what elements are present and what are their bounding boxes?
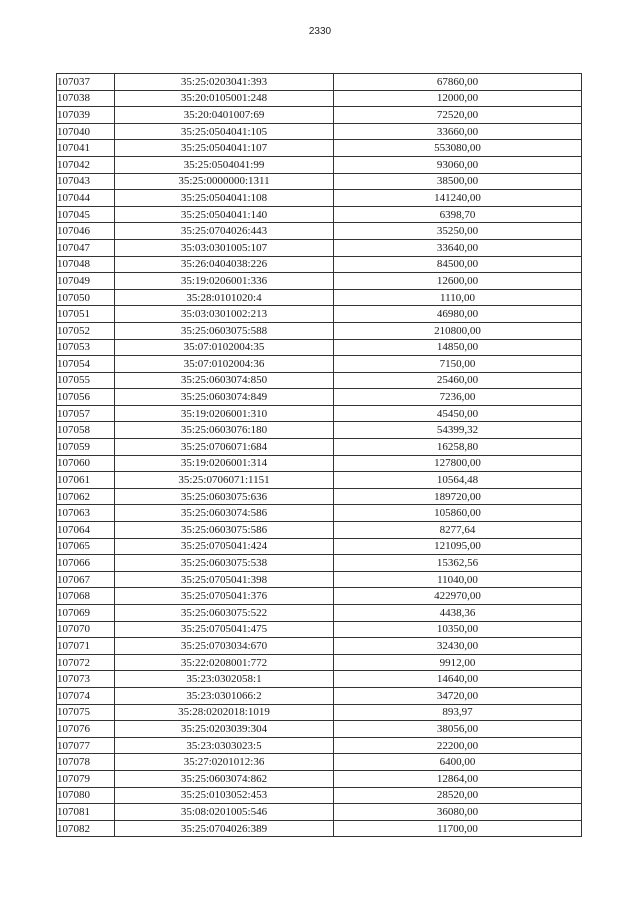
table-row [57,522,582,539]
table-row [57,704,582,721]
cadastral-number-cell: 35:03:0301002:213 [115,306,334,323]
table-row [57,671,582,688]
row-number-cell: 107059 [57,439,115,456]
value-cell: 12000,00 [334,90,582,107]
table-row [57,422,582,439]
table-row [57,74,582,91]
table-row [57,107,582,124]
row-number-cell: 107053 [57,339,115,356]
row-number-cell: 107044 [57,190,115,207]
value-cell: 210800,00 [334,322,582,339]
row-number-cell: 107073 [57,671,115,688]
row-number-cell: 107054 [57,356,115,373]
cadastral-number-cell: 35:25:0203041:393 [115,74,334,91]
value-cell: 72520,00 [334,107,582,124]
row-number-cell: 107076 [57,721,115,738]
row-number-cell: 107060 [57,455,115,472]
table-row [57,505,582,522]
value-cell: 7236,00 [334,389,582,406]
row-number-cell: 107080 [57,787,115,804]
cadastral-number-cell: 35:25:0703034:670 [115,638,334,655]
value-cell: 12600,00 [334,273,582,290]
table-row [57,156,582,173]
table-row [57,820,582,837]
table-row [57,256,582,273]
row-number-cell: 107081 [57,804,115,821]
table-row [57,140,582,157]
row-number-cell: 107072 [57,654,115,671]
row-number-cell: 107066 [57,555,115,572]
row-number-cell: 107077 [57,737,115,754]
row-number-cell: 107050 [57,289,115,306]
cadastral-number-cell: 35:23:0302058:1 [115,671,334,688]
cadastral-number-cell: 35:19:0206001:336 [115,273,334,290]
value-cell: 11700,00 [334,820,582,837]
cadastral-number-cell: 35:07:0102004:35 [115,339,334,356]
value-cell: 553080,00 [334,140,582,157]
value-cell: 189720,00 [334,488,582,505]
row-number-cell: 107039 [57,107,115,124]
value-cell: 14850,00 [334,339,582,356]
row-number-cell: 107067 [57,571,115,588]
cadastral-number-cell: 35:08:0201005:546 [115,804,334,821]
row-number-cell: 107062 [57,488,115,505]
cadastral-number-cell: 35:25:0000000:1311 [115,173,334,190]
row-number-cell: 107075 [57,704,115,721]
value-cell: 54399,32 [334,422,582,439]
table-row [57,405,582,422]
row-number-cell: 107043 [57,173,115,190]
table-row [57,289,582,306]
cadastral-number-cell: 35:25:0504041:108 [115,190,334,207]
value-cell: 93060,00 [334,156,582,173]
table-row [57,123,582,140]
cadastral-number-cell: 35:25:0103052:453 [115,787,334,804]
cadastral-number-cell: 35:28:0202018:1019 [115,704,334,721]
table-row [57,273,582,290]
row-number-cell: 107045 [57,206,115,223]
table-row [57,206,582,223]
cadastral-number-cell: 35:25:0603075:586 [115,522,334,539]
row-number-cell: 107074 [57,687,115,704]
cadastral-number-cell: 35:19:0206001:314 [115,455,334,472]
value-cell: 141240,00 [334,190,582,207]
row-number-cell: 107038 [57,90,115,107]
cadastral-number-cell: 35:25:0504041:140 [115,206,334,223]
value-cell: 34720,00 [334,687,582,704]
cadastral-number-cell: 35:25:0706071:1151 [115,472,334,489]
cadastral-number-cell: 35:26:0404038:226 [115,256,334,273]
value-cell: 9912,00 [334,654,582,671]
cadastral-number-cell: 35:25:0504041:99 [115,156,334,173]
value-cell: 127800,00 [334,455,582,472]
table-row [57,770,582,787]
row-number-cell: 107048 [57,256,115,273]
row-number-cell: 107056 [57,389,115,406]
cadastral-number-cell: 35:25:0705041:424 [115,538,334,555]
cadastral-number-cell: 35:25:0603074:850 [115,372,334,389]
value-cell: 35250,00 [334,223,582,240]
table-row [57,190,582,207]
value-cell: 15362,56 [334,555,582,572]
cadastral-number-cell: 35:25:0504041:107 [115,140,334,157]
row-number-cell: 107079 [57,770,115,787]
row-number-cell: 107042 [57,156,115,173]
value-cell: 22200,00 [334,737,582,754]
row-number-cell: 107068 [57,588,115,605]
row-number-cell: 107055 [57,372,115,389]
value-cell: 33640,00 [334,239,582,256]
cadastral-number-cell: 35:19:0206001:310 [115,405,334,422]
cadastral-number-cell: 35:22:0208001:772 [115,654,334,671]
value-cell: 28520,00 [334,787,582,804]
value-cell: 38500,00 [334,173,582,190]
table-row [57,571,582,588]
cadastral-number-cell: 35:25:0603075:588 [115,322,334,339]
table-row [57,721,582,738]
row-number-cell: 107069 [57,605,115,622]
table-row [57,555,582,572]
table-row [57,638,582,655]
row-number-cell: 107047 [57,239,115,256]
cadastral-number-cell: 35:25:0603075:538 [115,555,334,572]
row-number-cell: 107071 [57,638,115,655]
value-cell: 10564,48 [334,472,582,489]
value-cell: 6398,70 [334,206,582,223]
row-number-cell: 107049 [57,273,115,290]
row-number-cell: 107041 [57,140,115,157]
value-cell: 67860,00 [334,74,582,91]
cadastral-number-cell: 35:25:0603074:586 [115,505,334,522]
table-row [57,687,582,704]
row-number-cell: 107082 [57,820,115,837]
table-row [57,588,582,605]
table-row [57,389,582,406]
value-cell: 45450,00 [334,405,582,422]
table-row [57,605,582,622]
table-row [57,538,582,555]
table-row [57,439,582,456]
value-cell: 32430,00 [334,638,582,655]
row-number-cell: 107040 [57,123,115,140]
table-row [57,306,582,323]
value-cell: 7150,00 [334,356,582,373]
row-number-cell: 107051 [57,306,115,323]
cadastral-number-cell: 35:20:0401007:69 [115,107,334,124]
cadastral-number-cell: 35:23:0301066:2 [115,687,334,704]
value-cell: 105860,00 [334,505,582,522]
table-row [57,372,582,389]
value-cell: 84500,00 [334,256,582,273]
table-row [57,654,582,671]
row-number-cell: 107037 [57,74,115,91]
table-row [57,488,582,505]
value-cell: 893,97 [334,704,582,721]
cadastral-number-cell: 35:25:0706071:684 [115,439,334,456]
value-cell: 11040,00 [334,571,582,588]
row-number-cell: 107078 [57,754,115,771]
value-cell: 4438,36 [334,605,582,622]
cadastral-number-cell: 35:25:0704026:389 [115,820,334,837]
cadastral-number-cell: 35:25:0603075:522 [115,605,334,622]
value-cell: 8277,64 [334,522,582,539]
value-cell: 25460,00 [334,372,582,389]
cadastral-number-cell: 35:28:0101020:4 [115,289,334,306]
cadastral-number-cell: 35:20:0105001:248 [115,90,334,107]
table-row [57,173,582,190]
table-row [57,356,582,373]
cadastral-number-cell: 35:25:0705041:398 [115,571,334,588]
cadastral-number-cell: 35:25:0704026:443 [115,223,334,240]
value-cell: 10350,00 [334,621,582,638]
table-row [57,322,582,339]
row-number-cell: 107070 [57,621,115,638]
cadastral-number-cell: 35:25:0603074:862 [115,770,334,787]
row-number-cell: 107063 [57,505,115,522]
value-cell: 6400,00 [334,754,582,771]
value-cell: 38056,00 [334,721,582,738]
value-cell: 12864,00 [334,770,582,787]
row-number-cell: 107057 [57,405,115,422]
table-body [57,74,582,837]
cadastral-number-cell: 35:03:0301005:107 [115,239,334,256]
cadastral-number-cell: 35:23:0303023:5 [115,737,334,754]
cadastral-number-cell: 35:07:0102004:36 [115,356,334,373]
value-cell: 36080,00 [334,804,582,821]
value-cell: 121095,00 [334,538,582,555]
cadastral-number-cell: 35:25:0504041:105 [115,123,334,140]
row-number-cell: 107058 [57,422,115,439]
table-row [57,90,582,107]
row-number-cell: 107046 [57,223,115,240]
table-row [57,239,582,256]
value-cell: 16258,80 [334,439,582,456]
table-row [57,223,582,240]
row-number-cell: 107061 [57,472,115,489]
row-number-cell: 107064 [57,522,115,539]
table-row [57,455,582,472]
table-row [57,787,582,804]
cadastral-number-cell: 35:25:0705041:376 [115,588,334,605]
page-number: 2330 [308,26,332,37]
cadastral-value-table [56,73,582,837]
value-cell: 14640,00 [334,671,582,688]
cadastral-number-cell: 35:25:0203039:304 [115,721,334,738]
table-row [57,754,582,771]
table-row [57,737,582,754]
value-cell: 422970,00 [334,588,582,605]
value-cell: 46980,00 [334,306,582,323]
table-row [57,472,582,489]
table-row [57,804,582,821]
row-number-cell: 107065 [57,538,115,555]
row-number-cell: 107052 [57,322,115,339]
cadastral-number-cell: 35:27:0201012:36 [115,754,334,771]
cadastral-number-cell: 35:25:0603076:180 [115,422,334,439]
cadastral-number-cell: 35:25:0603075:636 [115,488,334,505]
cadastral-number-cell: 35:25:0705041:475 [115,621,334,638]
cadastral-number-cell: 35:25:0603074:849 [115,389,334,406]
table-row [57,339,582,356]
value-cell: 33660,00 [334,123,582,140]
table-row [57,621,582,638]
value-cell: 1110,00 [334,289,582,306]
